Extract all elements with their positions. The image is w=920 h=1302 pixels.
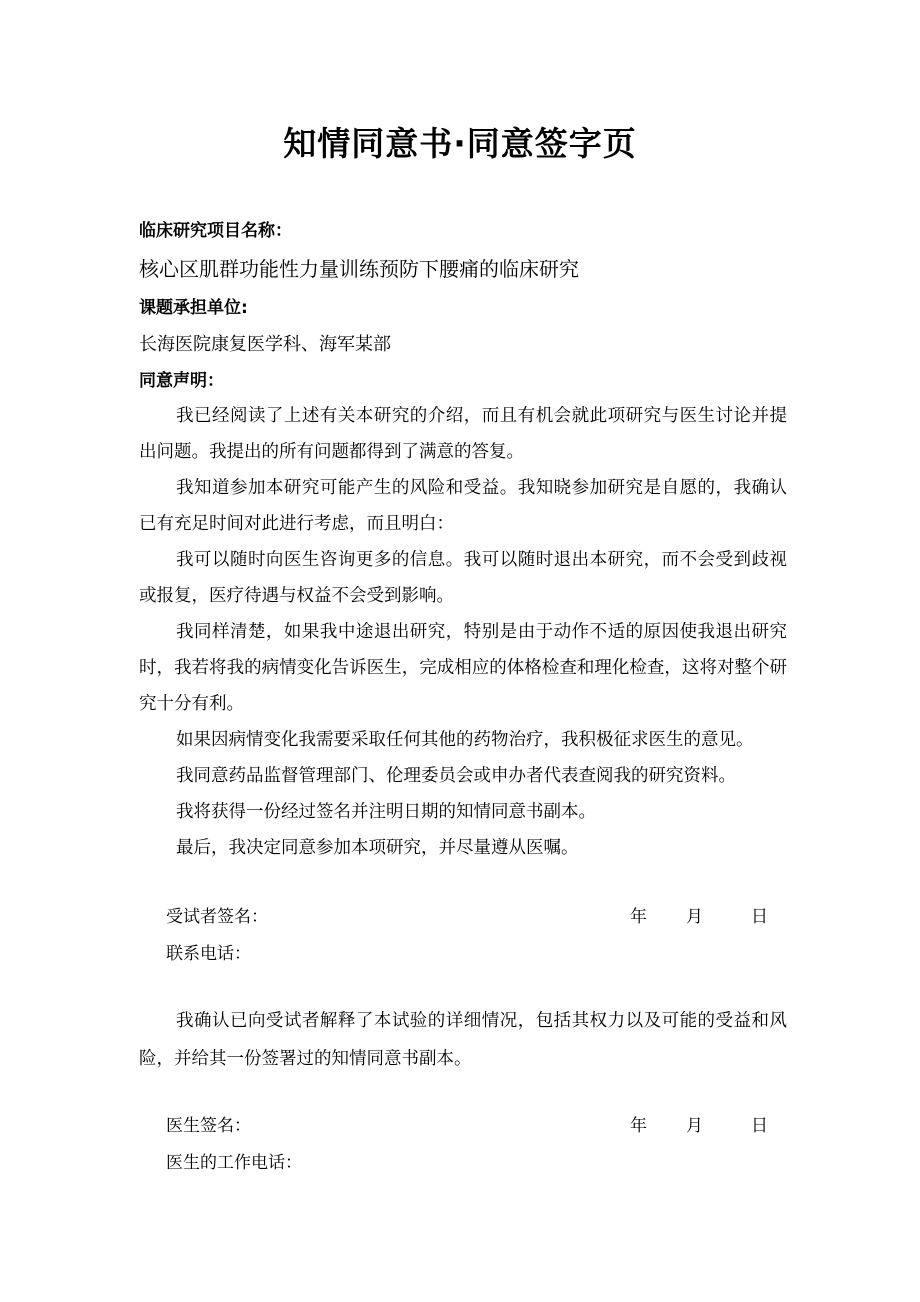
subject-date-year: 年 xyxy=(630,907,647,927)
doctor-date-day: 日 xyxy=(751,1116,768,1136)
statement-paragraph: 如果因病情变化我需要采取任何其他的药物治疗，我积极征求医生的意见。 xyxy=(176,730,754,750)
doctor-date-month: 月 xyxy=(686,1116,703,1136)
doctor-signature-label: 医生签名： xyxy=(166,1116,251,1136)
doctor-phone-label: 医生的工作电话： xyxy=(166,1153,302,1173)
subject-signature-label: 受试者签名： xyxy=(166,907,268,927)
statement-paragraph: 我将获得一份经过签名并注明日期的知情同意书副本。 xyxy=(176,802,596,822)
statement-paragraph: 我已经阅读了上述有关本研究的介绍，而且有机会就此项研究与医生讨论并提出问题。我提出的所有问题都得到了满意的答复。 xyxy=(139,406,787,462)
doctor-date-year: 年 xyxy=(630,1116,647,1136)
project-label: 临床研究项目名称： xyxy=(139,221,292,241)
doctor-confirmation-text: 我确认已向受试者解释了本试验的详细情况，包括其权力以及可能的受益和风险，并给其一份签署过的知情同意书副本。 xyxy=(139,1011,787,1069)
statement-paragraph: 最后，我决定同意参加本项研究，并尽量遵从医嘱。 xyxy=(176,838,579,858)
statement-paragraph: 我同意药品监督管理部门、伦理委员会或申办者代表查阅我的研究资料。 xyxy=(176,766,736,786)
statement-paragraph: 我知道参加本研究可能产生的风险和受益。我知晓参加研究是自愿的，我确认已有充足时间对此进行考虑，而且明白： xyxy=(139,478,787,534)
subject-date-month: 月 xyxy=(686,907,703,927)
statement-paragraph: 我同样清楚，如果我中途退出研究，特别是由于动作不适的原因使我退出研究时，我若将我的病情变化告诉医生，完成相应的体格检查和理化检查，这将对整个研究十分有利。 xyxy=(139,622,787,714)
page-title: 知情同意书·同意签字页 xyxy=(283,124,637,163)
doctor-confirmation xyxy=(139,1002,787,1078)
statement-label: 同意声明： xyxy=(139,371,224,391)
project-name: 核心区肌群功能性力量训练预防下腰痛的临床研究 xyxy=(139,257,579,281)
unit-name: 长海医院康复医学科、海军某部 xyxy=(139,334,391,355)
statement-paragraph: 我可以随时向医生咨询更多的信息。我可以随时退出本研究，而不会受到歧视或报复，医疗待遇与权益不会受到影响。 xyxy=(139,550,787,606)
subject-phone-label: 联系电话： xyxy=(166,944,251,964)
unit-label: 课题承担单位: xyxy=(139,298,248,318)
subject-date-day: 日 xyxy=(751,907,768,927)
consent-statement xyxy=(139,398,787,866)
